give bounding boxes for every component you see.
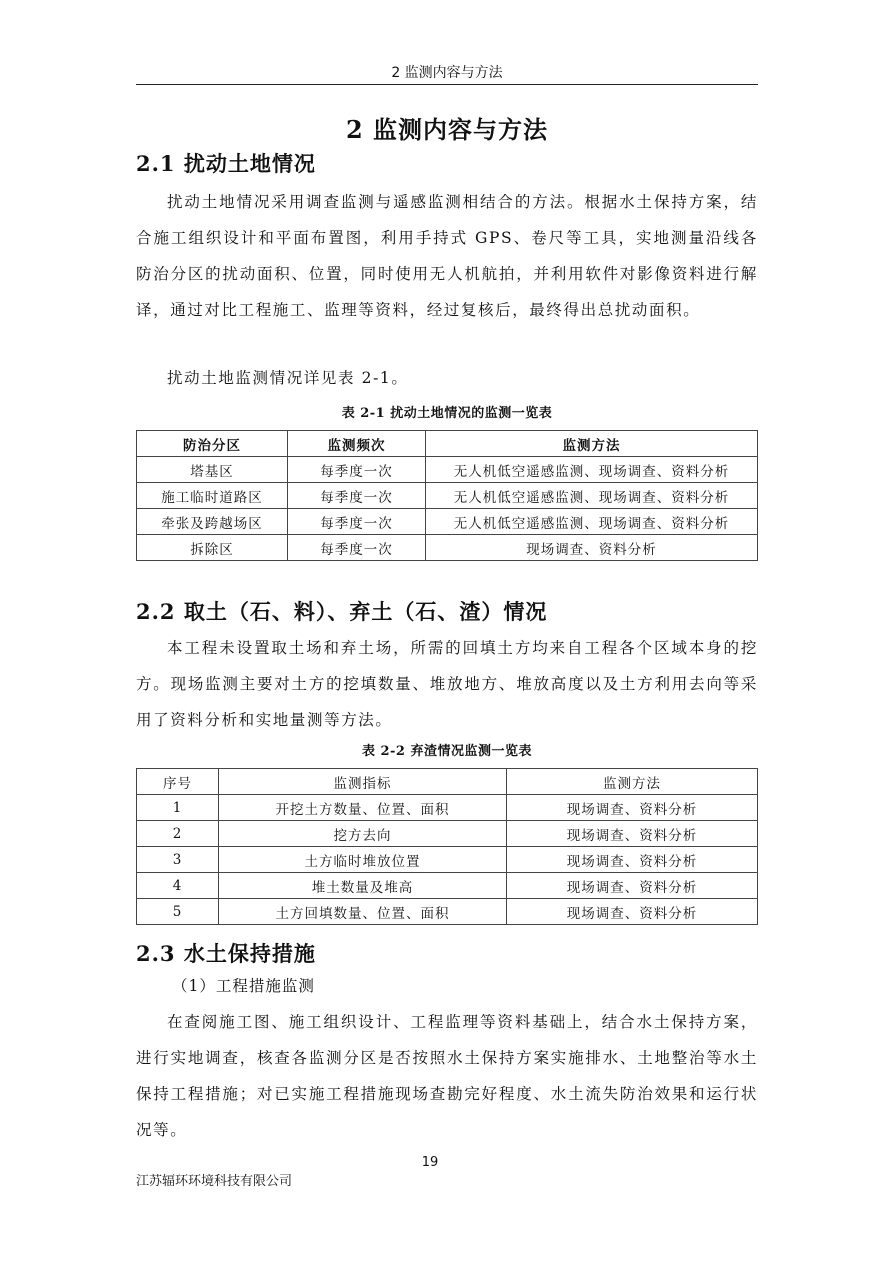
table-cell: 牵张及跨越场区	[137, 509, 288, 535]
table-header-cell: 防治分区	[137, 431, 288, 457]
table-row	[137, 457, 758, 483]
section-heading-2-1: 2.1 扰动土地情况	[136, 151, 316, 176]
table-cell: 无人机低空遥感监测、现场调查、资料分析	[426, 457, 758, 483]
page-number: 19	[421, 1155, 439, 1170]
chapter-title: 2 监测内容与方法	[345, 115, 549, 144]
table-cell: 开挖土方数量、位置、面积	[219, 795, 507, 821]
table-row	[137, 821, 758, 847]
table-cell: 每季度一次	[288, 483, 426, 509]
table-cell: 2	[137, 821, 219, 847]
table-header-row	[137, 769, 758, 795]
table-cell: 现场调查、资料分析	[507, 795, 758, 821]
table-cell: 现场调查、资料分析	[507, 873, 758, 899]
sub-item-engineering-measures: （1）工程措施监测	[172, 977, 315, 995]
table-2-2-caption: 表 2-2 弃渣情况监测一览表	[361, 744, 533, 759]
table-header-cell: 监测方法	[507, 769, 758, 795]
table-row	[137, 535, 758, 561]
section-2-3-paragraph: 在查阅施工图、施工组织设计、工程监理等资料基础上，结合水土保持方案，进行实地调查，核查各监测分区是否按照水土保持方案实施排水、土地整治等水土保持工程措施；对已实施工程措施现场查勘完好程度、水土流失防治效果和运行状况等。	[136, 1013, 758, 1139]
table-cell: 5	[137, 899, 219, 925]
table-cell: 每季度一次	[288, 535, 426, 561]
table-cell: 1	[137, 795, 219, 821]
table-2-1-caption: 表 2-1 扰动土地情况的监测一览表	[341, 406, 553, 421]
table-row	[137, 509, 758, 535]
table-cell: 拆除区	[137, 535, 288, 561]
table-cell: 塔基区	[137, 457, 288, 483]
table-header-row	[137, 431, 758, 457]
section-2-1-paragraph: 扰动土地情况采用调查监测与遥感监测相结合的方法。根据水土保持方案，结合施工组织设计和平面布置图，利用手持式 GPS、卷尺等工具，实地测量沿线各防治分区的扰动面积、位置，同时使用无人机航拍，并利用软件对影像资料进行解译，通过对比工程施工、监理等资料，经过复核后，最终得出总扰动面积。	[136, 193, 758, 319]
table-row	[137, 483, 758, 509]
table-cell: 现场调查、资料分析	[507, 847, 758, 873]
table-row	[137, 873, 758, 899]
running-header: 2 监测内容与方法	[391, 65, 503, 81]
table-row	[137, 847, 758, 873]
table-row	[137, 899, 758, 925]
table-row	[137, 795, 758, 821]
section-2-2-paragraph: 本工程未设置取土场和弃土场，所需的回填土方均来自工程各个区域本身的挖方。现场监测主要对土方的挖填数量、堆放地方、堆放高度以及土方利用去向等采用了资料分析和实地量测等方法。	[136, 639, 758, 729]
table-cell: 施工临时道路区	[137, 483, 288, 509]
table-cell: 每季度一次	[288, 457, 426, 483]
table-cell: 堆土数量及堆高	[219, 873, 507, 899]
table-cell: 土方临时堆放位置	[219, 847, 507, 873]
section-heading-2-3: 2.3 水土保持措施	[136, 941, 316, 966]
table-2-2	[136, 768, 758, 925]
table-2-1	[136, 430, 758, 561]
table-cell: 挖方去向	[219, 821, 507, 847]
table-cell: 土方回填数量、位置、面积	[219, 899, 507, 925]
table-cell: 现场调查、资料分析	[426, 535, 758, 561]
table-cell: 4	[137, 873, 219, 899]
table-header-cell: 监测方法	[426, 431, 758, 457]
table-header-cell: 序号	[137, 769, 219, 795]
table-cell: 每季度一次	[288, 509, 426, 535]
table-cell: 无人机低空遥感监测、现场调查、资料分析	[426, 483, 758, 509]
company-name: 江苏辐环环境科技有限公司	[136, 1174, 293, 1189]
table-cell: 现场调查、资料分析	[507, 821, 758, 847]
header-rule	[136, 84, 758, 85]
table-cell: 3	[137, 847, 219, 873]
table-header-cell: 监测指标	[219, 769, 507, 795]
table-header-cell: 监测频次	[288, 431, 426, 457]
table-cell: 现场调查、资料分析	[507, 899, 758, 925]
table-cell: 无人机低空遥感监测、现场调查、资料分析	[426, 509, 758, 535]
section-heading-2-2: 2.2 取土（石、料）、弃土（石、渣）情况	[136, 599, 548, 624]
section-2-1-table-reference: 扰动土地监测情况详见表 2-1。	[167, 369, 409, 387]
